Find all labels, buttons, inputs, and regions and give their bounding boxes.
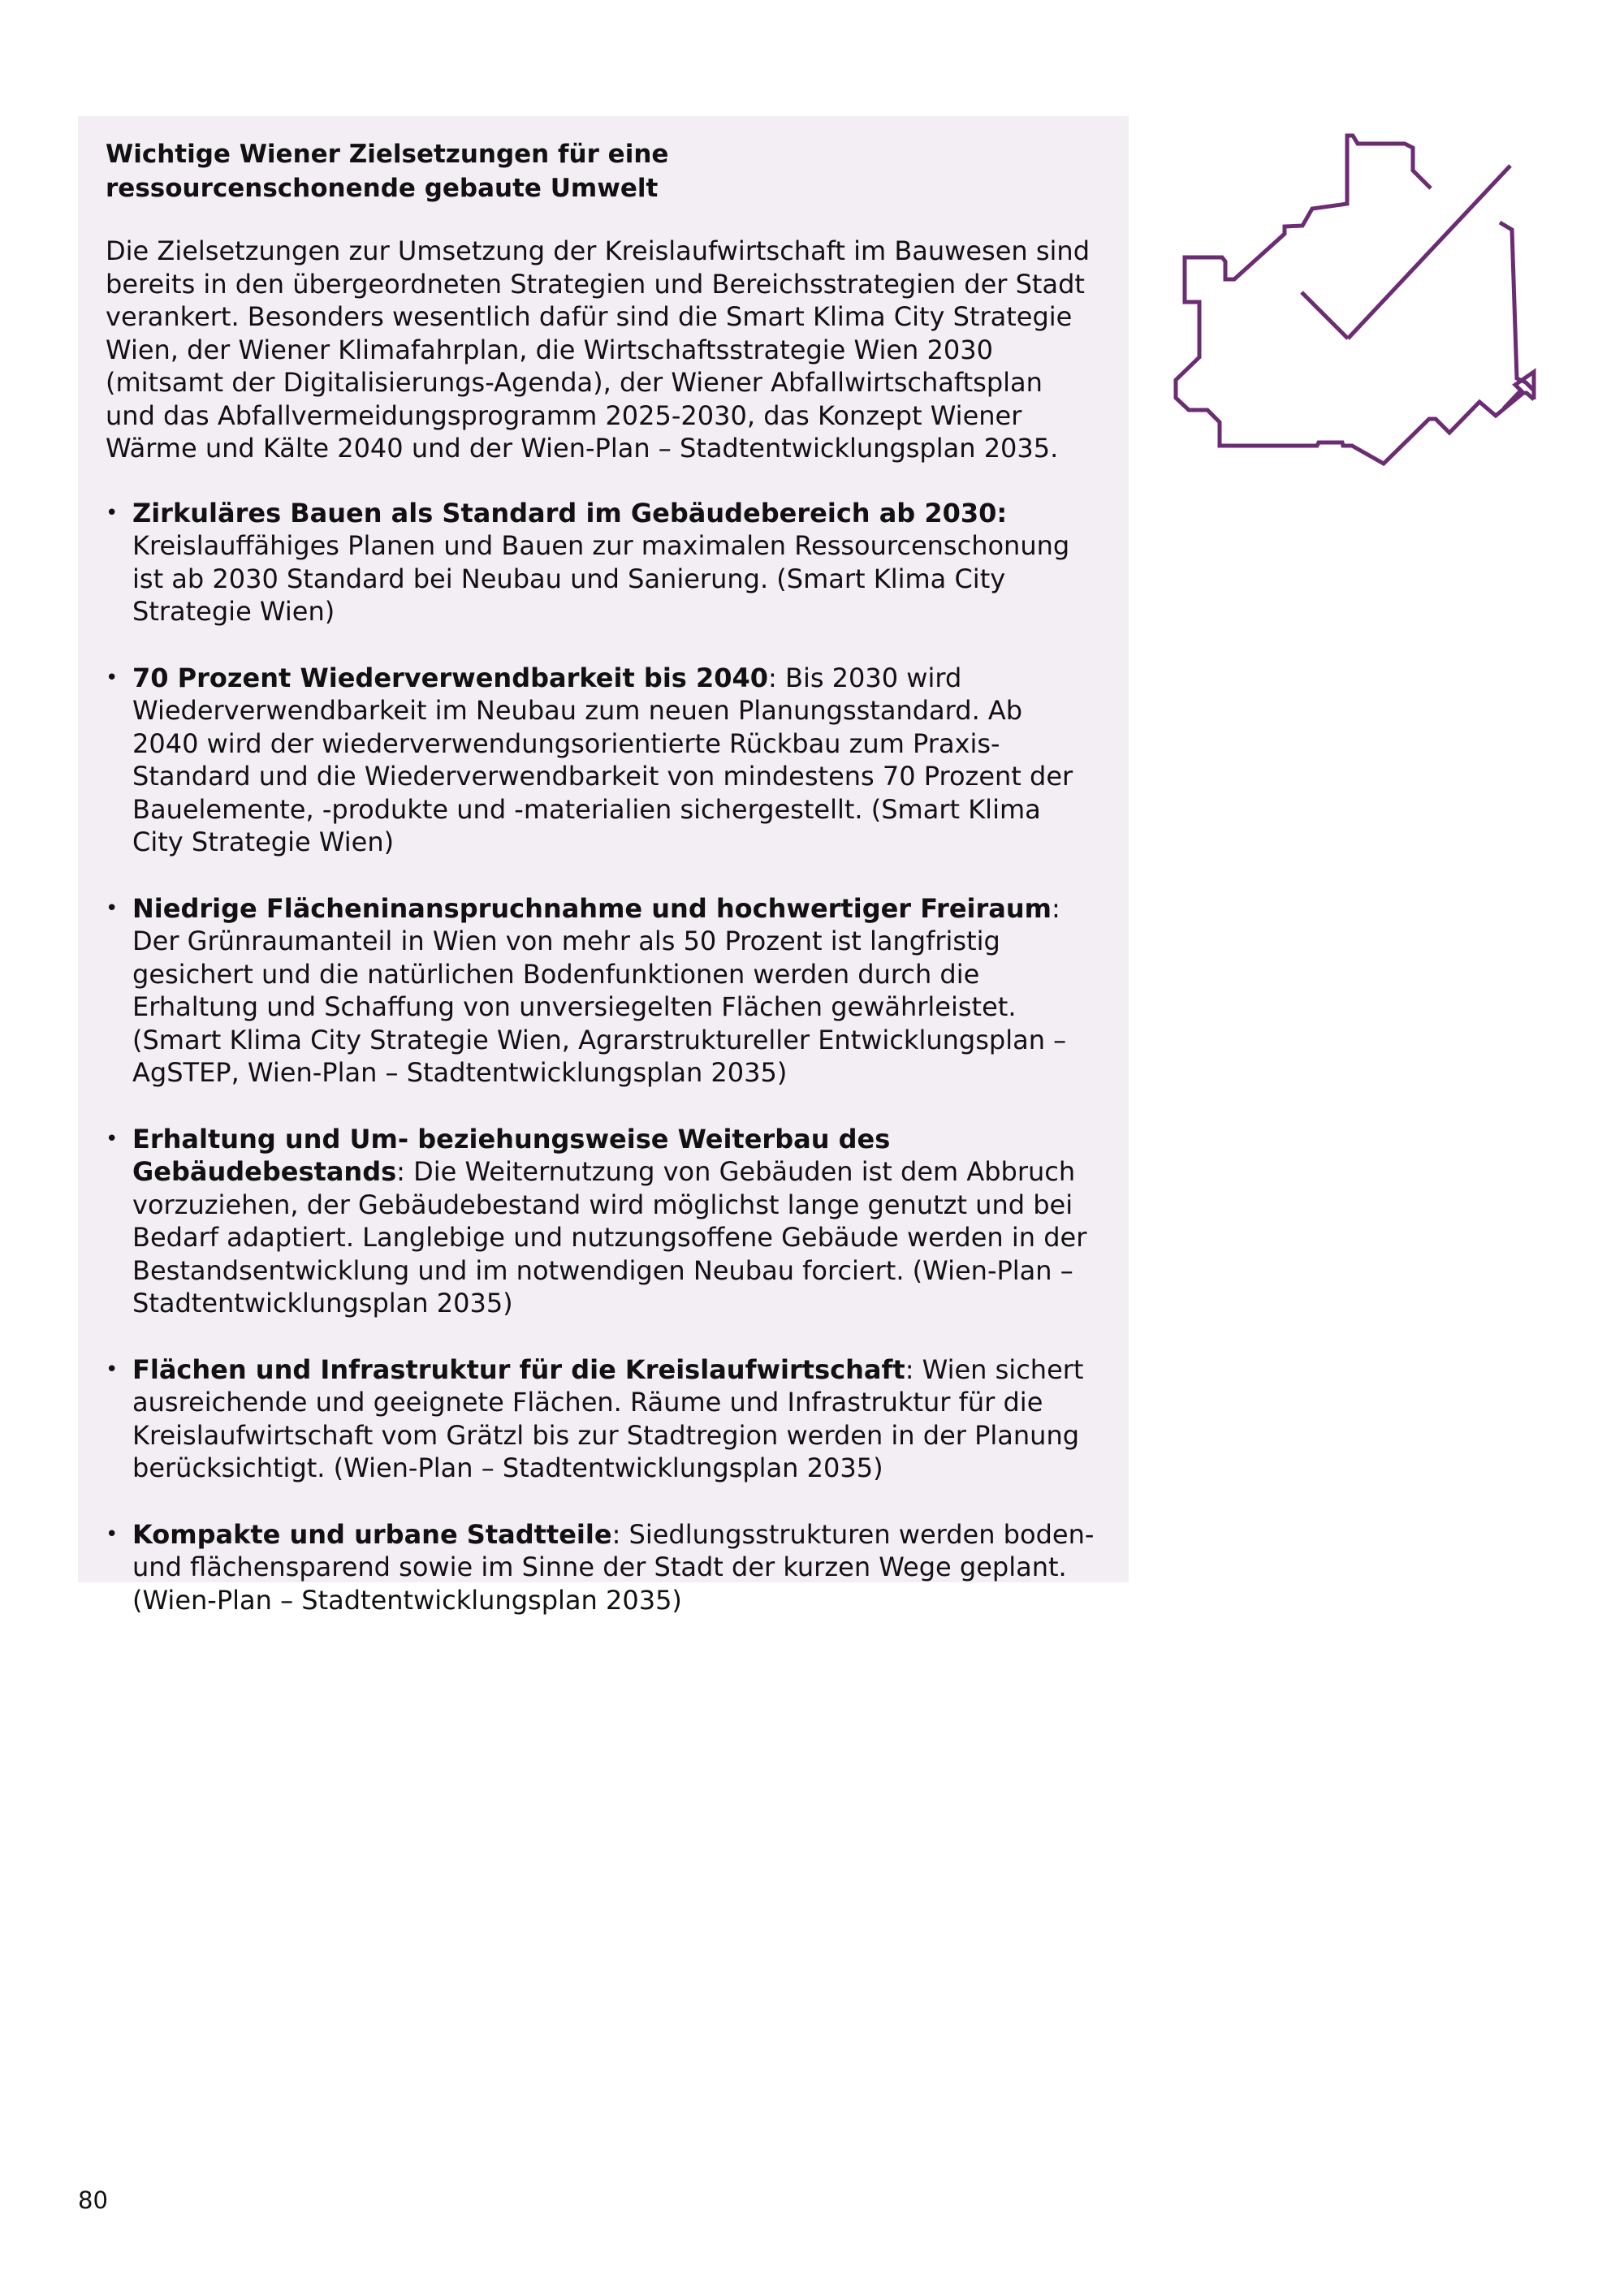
bullet-icon: • (106, 896, 119, 921)
goals-list (106, 497, 1096, 1617)
bullet-icon: • (106, 1357, 119, 1382)
list-item-text: : Wien sichert ausreichende und geeignete Flächen. Räume und Infrastruktur für die Kreislaufwirtschaft vom Grätzl bis zur Stadtregion werden in der Planung berücksichtigt. (Wien-Plan – Stadtentwicklungsplan 2035) (132, 1353, 1084, 1483)
list-item (106, 1123, 1096, 1320)
bullet-icon: • (106, 1126, 119, 1151)
list-item (106, 1518, 1096, 1617)
vienna-map-checkmark-icon (1161, 127, 1559, 468)
checkmark-short-stroke (1302, 292, 1348, 339)
list-item (106, 892, 1096, 1090)
list-item-title: Zirkuläres Bauen als Standard im Gebäudebereich ab 2030: (132, 497, 1008, 529)
map-outline-right (1504, 393, 1534, 408)
list-item-text: : Siedlungsstrukturen werden boden- und flächensparend sowie im Sinne der Stadt der kurzen Wege geplant. (Wien-Plan – Stadtentwicklungsplan 2035) (132, 1518, 1095, 1616)
list-item-title: Erhaltung und Um- beziehungsweise Weiterbau des Gebäudebestands (132, 1123, 891, 1187)
box-heading: Wichtige Wiener Zielsetzungen für eine ressourcenschonende gebaute Umwelt (106, 140, 669, 203)
checkmark-long-stroke (1348, 166, 1510, 339)
list-item-text: : Der Grünraumanteil in Wien von mehr als 50 Prozent ist langfristig gesichert und die natürlichen Bodenfunktionen werden durch die Erhaltung und Schaffung von unversiegelten Flächen gewährleistet. (Smart Klima City Strategie Wien, Agrarstruktureller Entwicklungsplan – AgSTEP, Wien-Plan – Stadtentwicklungsplan 2035) (132, 892, 1067, 1088)
intro-paragraph: Die Zielsetzungen zur Umsetzung der Kreislaufwirtschaft im Bauwesen sind bereits in den übergeordneten Strategien und Bereichsstrategien der Stadt verankert. Besonders wesentlich dafür sind die Smart Klima City Strategie Wien, der Wiener Klimafahrplan, die Wirtschaftsstrategie Wien 2030 (mitsamt der Digitalisierungs-Agenda), der Wiener Abfallwirtschaftsplan und das Abfallvermeidungsprogramm 2025-2030, das Konzept Wiener Wärme und Kälte 2040 und der Wien-Plan – Stadtentwicklungsplan 2035. (106, 235, 1090, 464)
bullet-icon: • (106, 1521, 119, 1547)
list-item (106, 1353, 1096, 1485)
list-item-title: 70 Prozent Wiederverwendbarkeit bis 2040 (132, 662, 769, 693)
list-item (106, 497, 1096, 628)
list-item-text: Kreislauffähiges Planen und Bauen zur maximalen Ressourcenschonung ist ab 2030 Standard bei Neubau und Sanierung. (Smart Klima City Strategie Wien) (132, 530, 1070, 627)
info-box (78, 116, 1129, 1616)
page-number: 80 (78, 2186, 108, 2214)
map-outline-east (1500, 222, 1534, 391)
list-item-title: Niedrige Flächeninanspruchnahme und hochwertiger Freiraum (132, 892, 1052, 924)
list-item-title: Kompakte und urbane Stadtteile (132, 1518, 612, 1550)
list-item-text: : Die Weiternutzung von Gebäuden ist dem Abbruch vorzuziehen, der Gebäudebestand wird möglichst lange genutzt und bei Bedarf adaptiert. Langlebige und nutzungsoffene Gebäude werden in der Bestandsentwicklung und im notwendigen Neubau forciert. (Wien-Plan – Stadtentwicklungsplan 2035) (132, 1156, 1087, 1318)
list-item (106, 662, 1096, 859)
list-item-title: Flächen und Infrastruktur für die Kreislaufwirtschaft (132, 1353, 905, 1385)
map-outline-left (1176, 136, 1534, 464)
bullet-icon: • (106, 500, 119, 525)
list-item-text: : Bis 2030 wird Wiederverwendbarkeit im Neubau zum neuen Planungsstandard. Ab 2040 wird der wiederverwendungsorientierte Rückbau zum Praxis-Standard und die Wiederverwendbarkeit von mindestens 70 Prozent der Bauelemente, -produkte und -materialien sichergestellt. (Smart Klima City Strategie Wien) (132, 662, 1073, 857)
bullet-icon: • (106, 665, 119, 690)
